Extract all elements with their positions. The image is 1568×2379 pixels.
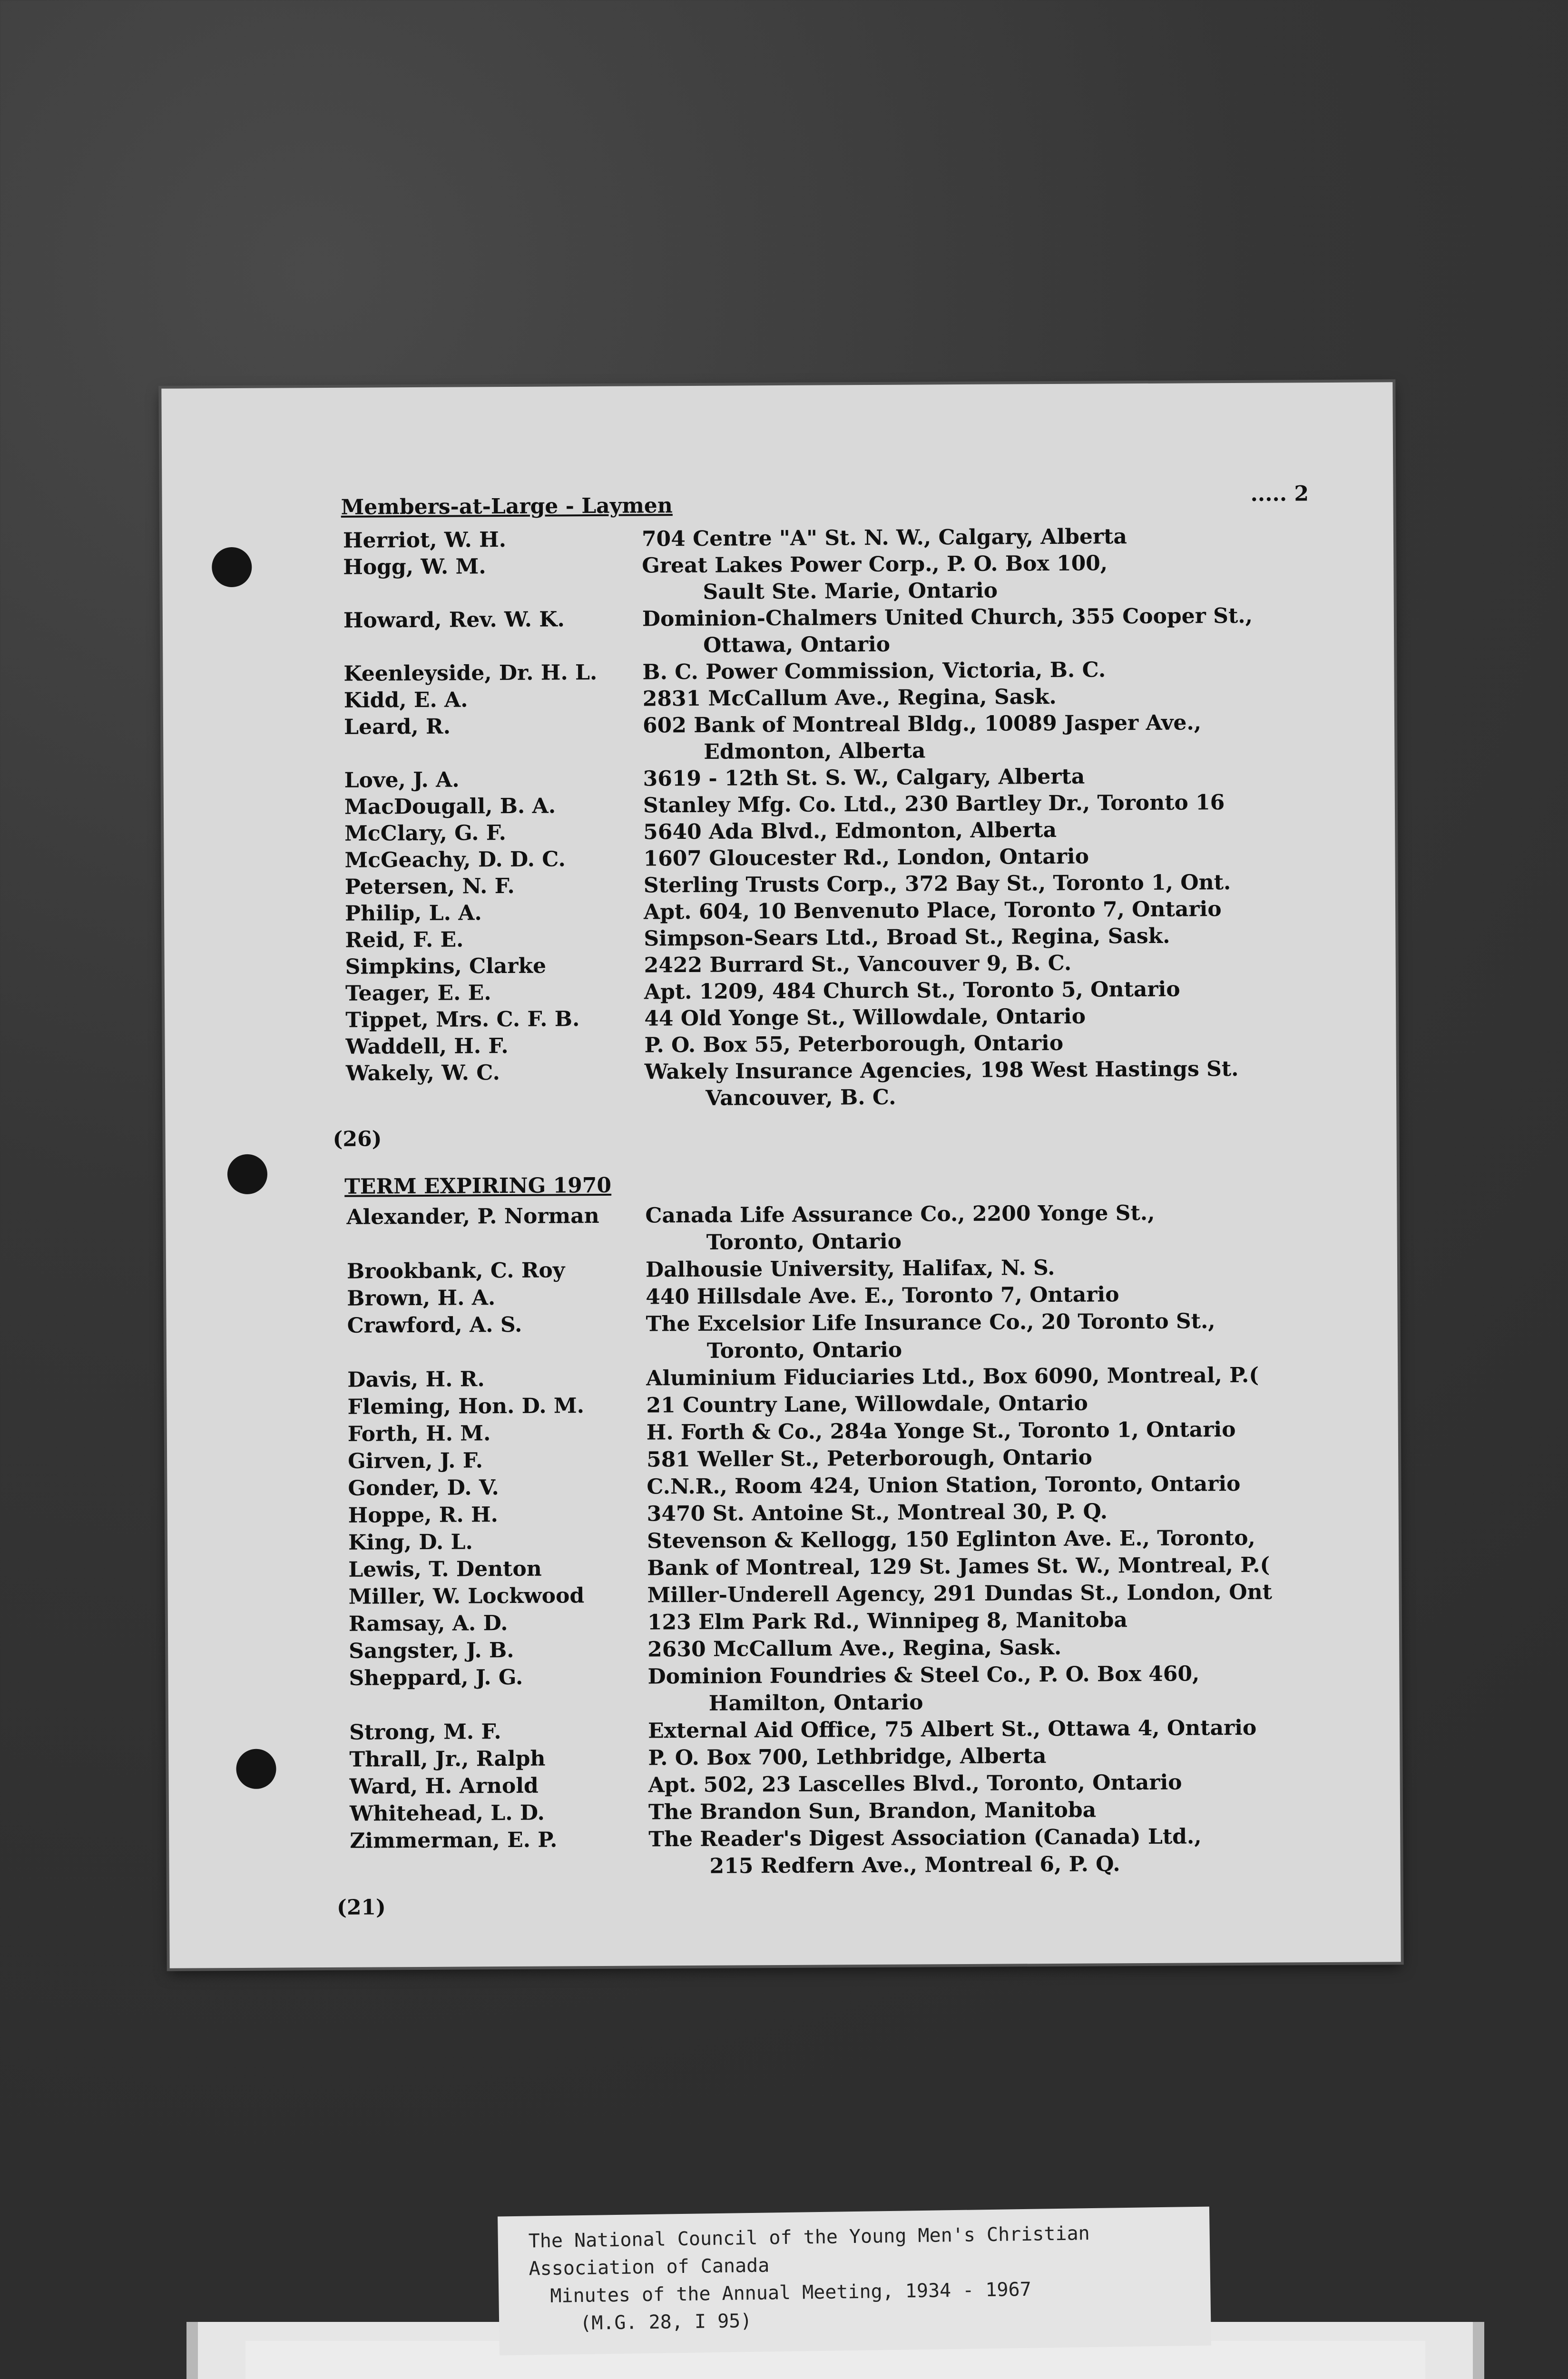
member-name: Simpkins, Clarke [345, 954, 547, 979]
section-heading-members-at-large: Members-at-Large - Laymen [341, 493, 673, 520]
member-address: Apt. 502, 23 Lascelles Blvd., Toronto, Ontario [648, 1770, 1182, 1798]
member-name: Ward, H. Arnold [349, 1773, 539, 1799]
member-address: Apt. 1209, 484 Church St., Toronto 5, Ontario [644, 977, 1180, 1004]
member-address: P. O. Box 700, Lethbridge, Alberta [648, 1744, 1047, 1770]
member-address: 5640 Ada Blvd., Edmonton, Alberta [643, 817, 1057, 845]
member-address: Stevenson & Kellogg, 150 Eglinton Ave. E., Toronto, [647, 1525, 1255, 1553]
member-name: Ramsay, A. D. [348, 1611, 508, 1636]
member-name: Davis, H. R. [347, 1367, 485, 1392]
member-name: Leard, R. [343, 714, 451, 739]
section-heading-term-expiring: TERM EXPIRING 1970 [344, 1173, 612, 1199]
member-address-continued: Ottawa, Ontario [703, 632, 891, 658]
member-name: Forth, H. M. [347, 1421, 491, 1446]
member-name: Zimmerman, E. P. [350, 1828, 558, 1853]
member-address: Great Lakes Power Corp., P. O. Box 100, [642, 551, 1108, 578]
member-name: Reid, F. E. [345, 927, 464, 953]
member-name: Love, J. A. [344, 767, 460, 793]
document-page [161, 382, 1401, 1968]
member-list [161, 382, 1401, 1968]
member-name: Lewis, T. Denton [348, 1556, 542, 1582]
member-address: Wakely Insurance Agencies, 198 West Hastings St. [644, 1056, 1239, 1084]
member-address: 3619 - 12th St. S. W., Calgary, Alberta [643, 764, 1085, 791]
member-name: Fleming, Hon. D. M. [347, 1394, 585, 1419]
member-address: C.N.R., Room 424, Union Station, Toronto, Ontario [647, 1471, 1241, 1499]
member-name: Miller, W. Lockwood [348, 1583, 585, 1609]
member-address: B. C. Power Commission, Victoria, B. C. [642, 658, 1106, 685]
member-name: Philip, L. A. [344, 901, 482, 926]
member-name: Thrall, Jr., Ralph [349, 1746, 546, 1772]
member-name: Crawford, A. S. [347, 1312, 522, 1338]
member-name: Brookbank, C. Roy [346, 1258, 565, 1284]
member-address: Dalhousie University, Halifax, N. S. [645, 1255, 1055, 1282]
member-address-continued: Edmonton, Alberta [704, 738, 926, 764]
page-number: ..... 2 [1250, 482, 1309, 506]
member-name: Strong, M. F. [349, 1720, 501, 1745]
member-address: 2831 McCallum Ave., Regina, Sask. [642, 684, 1057, 711]
member-name: MacDougall, B. A. [344, 794, 556, 819]
member-address: Sterling Trusts Corp., 372 Bay St., Toronto 1, Ont. [643, 870, 1231, 898]
member-address: The Reader's Digest Association (Canada) Ltd., [648, 1824, 1202, 1852]
member-name: Alexander, P. Norman [346, 1204, 599, 1229]
member-name: Keenleyside, Dr. H. L. [343, 660, 598, 686]
member-address: 704 Centre "A" St. N. W., Calgary, Alberta [641, 524, 1127, 551]
member-name: Hoppe, R. H. [348, 1503, 499, 1528]
member-address: Miller-Underell Agency, 291 Dundas St., London, Ont [647, 1580, 1273, 1608]
member-name: Sangster, J. B. [349, 1638, 514, 1663]
member-address: H. Forth & Co., 284a Yonge St., Toronto 1, Ontario [646, 1417, 1236, 1445]
member-address-continued: Toronto, Ontario [706, 1229, 902, 1255]
member-name: Petersen, N. F. [344, 874, 515, 899]
label-line: (M.G. 28, I 95) [579, 2310, 752, 2335]
section-count: (21) [336, 1895, 386, 1920]
member-name: Hogg, W. M. [343, 554, 486, 580]
member-name: McGeachy, D. D. C. [344, 847, 566, 873]
label-line: Association of Canada [529, 2254, 770, 2280]
member-name: Waddell, H. F. [345, 1033, 509, 1059]
member-address: P. O. Box 55, Peterborough, Ontario [644, 1031, 1064, 1058]
member-address: 440 Hillsdale Ave. E., Toronto 7, Ontario [646, 1282, 1119, 1309]
member-address: 581 Weller St., Peterborough, Ontario [646, 1445, 1093, 1472]
member-address: 44 Old Yonge St., Willowdale, Ontario [644, 1004, 1086, 1031]
member-address-continued: Vancouver, B. C. [706, 1085, 896, 1111]
member-address: Canada Life Assurance Co., 2200 Yonge St., [645, 1200, 1155, 1228]
section-count: (26) [333, 1127, 382, 1151]
member-name: Herriot, W. H. [343, 528, 507, 553]
collection-label-card [498, 2207, 1211, 2356]
member-address: 21 Country Lane, Willowdale, Ontario [646, 1391, 1088, 1418]
label-line: Minutes of the Annual Meeting, 1934 - 1967 [550, 2278, 1032, 2307]
label-line: The National Council of the Young Men's Christian [528, 2222, 1090, 2252]
member-name: Howard, Rev. W. K. [343, 607, 565, 633]
member-address: Dominion Foundries & Steel Co., P. O. Box 460, [647, 1661, 1200, 1689]
member-address: Dominion-Chalmers United Church, 355 Cooper St., [642, 603, 1253, 631]
member-name: Gonder, D. V. [348, 1475, 499, 1501]
member-address-continued: Toronto, Ontario [706, 1337, 902, 1363]
member-name: Whitehead, L. D. [349, 1800, 545, 1826]
member-address: 123 Elm Park Rd., Winnipeg 8, Manitoba [647, 1608, 1128, 1635]
member-name: Wakely, W. C. [345, 1061, 500, 1086]
member-address-continued: Hamilton, Ontario [708, 1690, 923, 1716]
member-name: Sheppard, J. G. [349, 1665, 523, 1691]
member-address: 1607 Gloucester Rd., London, Ontario [643, 844, 1089, 871]
member-name: Tippet, Mrs. C. F. B. [345, 1007, 580, 1032]
member-name: King, D. L. [348, 1530, 473, 1555]
member-address-continued: 215 Redfern Ave., Montreal 6, P. Q. [709, 1852, 1120, 1878]
member-address: External Aid Office, 75 Albert St., Ottawa 4, Ontario [647, 1715, 1257, 1743]
member-address-continued: Sault Ste. Marie, Ontario [703, 578, 998, 604]
member-address: Bank of Montreal, 129 St. James St. W., Montreal, P.( [647, 1553, 1270, 1581]
member-address: 602 Bank of Montreal Bldg., 10089 Jasper Ave., [642, 710, 1202, 738]
member-address: Simpson-Sears Ltd., Broad St., Regina, Sask. [644, 924, 1170, 951]
member-address: 2422 Burrard St., Vancouver 9, B. C. [644, 951, 1072, 978]
member-name: Girven, J. F. [348, 1448, 483, 1474]
member-name: Brown, H. A. [347, 1286, 496, 1311]
member-address: 2630 McCallum Ave., Regina, Sask. [647, 1635, 1062, 1662]
member-address: The Brandon Sun, Brandon, Manitoba [648, 1798, 1097, 1825]
member-address: 3470 St. Antoine St., Montreal 30, P. Q. [647, 1499, 1108, 1526]
member-address: Stanley Mfg. Co. Ltd., 230 Bartley Dr., Toronto 16 [643, 790, 1225, 818]
member-address: Apt. 604, 10 Benvenuto Place, Toronto 7, Ontario [643, 897, 1222, 924]
member-name: McClary, G. F. [344, 821, 507, 846]
member-address: The Excelsior Life Insurance Co., 20 Toronto St., [646, 1309, 1215, 1337]
member-name: Kidd, E. A. [343, 688, 468, 713]
member-name: Teager, E. E. [345, 981, 491, 1006]
member-address: Aluminium Fiduciaries Ltd., Box 6090, Montreal, P.( [646, 1363, 1259, 1391]
